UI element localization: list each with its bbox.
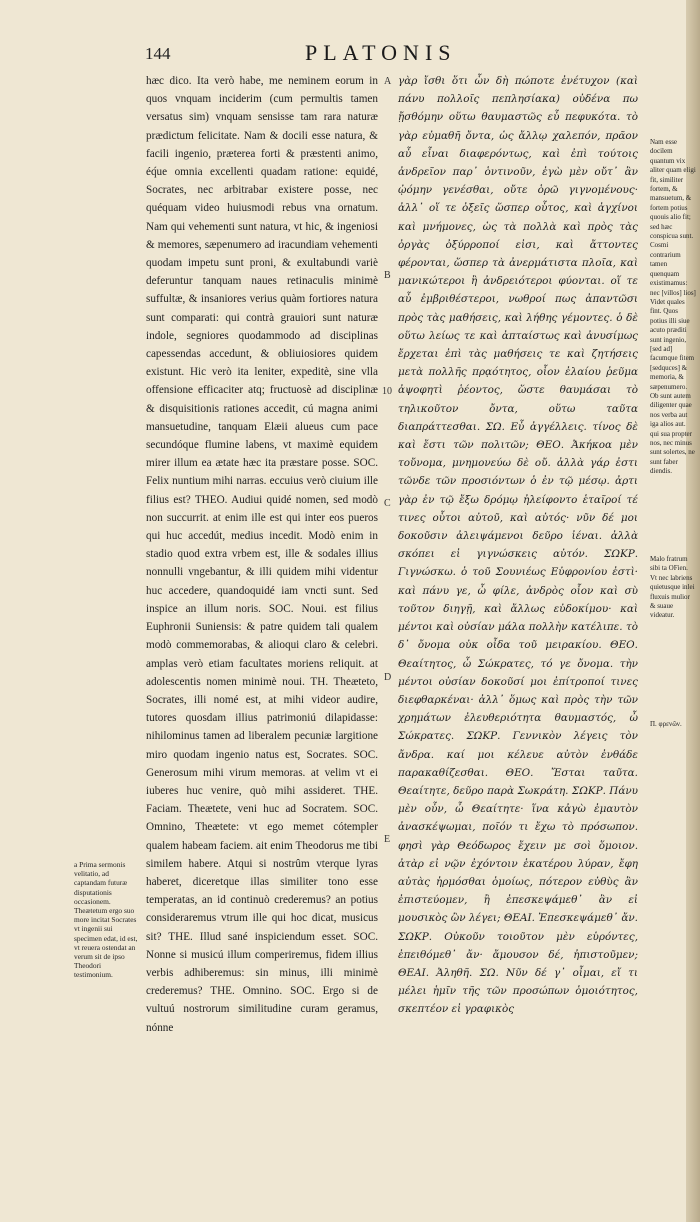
margin-letter-c: C bbox=[384, 498, 391, 509]
margin-letter-b: B bbox=[384, 270, 391, 281]
right-margin-note-low: Π. φρενῶν. bbox=[650, 720, 682, 728]
line-number: 10 bbox=[382, 386, 392, 397]
right-margin-note-top: Nam esse docilem quantum vix aliter quam eligi fit, similiter fortem, & mansuetum, & fortem potius quouis alio fit; sed hæc conspicua sunt. Cosmi contrarium tamen quenquam existimamus: nec [villos] lios] Videt quales fint. Quos potius illi siue acuto præditi sunt ingenio, [sed ad] facumque fitem [sedquces] & memoria, & sæpenumero. Ob sunt autem diligenter quae nos verba aut iga alios aut. qui sua propter nos, nec minus sunt solertes, ne sunt faber diendis. bbox=[650, 138, 696, 476]
margin-letter-a: A bbox=[384, 76, 392, 87]
latin-column bbox=[146, 72, 378, 1037]
margin-letter-e: E bbox=[384, 834, 391, 845]
running-title: PLATONIS bbox=[305, 40, 457, 65]
page-number: 144 bbox=[145, 44, 171, 63]
left-margin-note: a Prima sermonis velitatio, ad captandam futuræ disputationis occasionem. Theætetum ergo suo more incitat Socrates vt ingenii sui specimen edat, id est, vt reuera ostendat an verum sit de ipso Theodori testimonium. bbox=[74, 860, 138, 980]
greek-column bbox=[398, 72, 638, 1019]
latin-text: hæc dico. Ita verò habe, me neminem eorum in quos vnquam inciderim (cum permultis tamen versatus sim) vnquam sensisse tam rara naturæ prædictum felicitate. Nam & docili esse natura, & facili ingenio, præterea forti & præstenti animo, éq́ue omnia excellenti quadam ratione: equidé, Socrates, nec arbitrabar existere posse, nec quéquam video huiusmodi rebus vna ornatum. Nam qui vehementi sunt natura, vt hic, & ingeniosi & memores, sæpenumero ad iracundiam vehementi quodam impetu sunt proni, & exultabundi variè deferuntur tanquam naues retinaculis minimè suffultæ, & insaniores verius quàm fortiores natura sunt comparati: qui contrà grauiori sunt naturæ indole, segniores quodammodo ad disciplinas capessendas accedunt, & obliuiosiores quidem existunt. Hic verò ita leniter, expeditè, sine vlla offensione efficaciter atq; fructuosè ad disciplinæ & disquisitionis rationes accedit, cú magna animi mansuetudine, tanquam Elæii alueus cum pace secundóque flumine labens, vt maximè equidem mirer illum ea ætate hæc ita præstare posse. SOC. Felix nuntium mihi narras. eccuius verò ciuium ille filius est? THEO. Audiui quidé nomen, sed modò non succurrit. at enim ille est qui inter eos pueros qui huc accedút, medius incedit. Modò enim in stadio quod extra vrbem est, ille & sodales illius nonnulli vngebantur, & illi quidem mihi videntur huc accedere, quandoquidé iam vncti sunt. Sed inspice an illum noris. SOC. Noui. est filius Euphronii Suniensis: & patre quidem tali qualem modò commemorabas, & alioqui claro & celebri. amplas verò etiam facultates moriens reliquit. at adolescentis nomen minimè noui. TH. Theætetо, Socrates, illi nomé est, at mihi videor audire, tutores quosdam illius patrimoniú dilapidasse: nihilominus tamen ad liberalem pecuniæ largitione miro quodam ingenio natus est, Socrates. SOC. Generosum mihi virum memoras. at velim vt ei iuberes huc venire, quò mihi assideret. THE. Faciam. Theætete, veni huc ad Socratem. SOC. Omnino, Theætete: vt ego memet cótempler qualem habeam faciem. ait enim Theodorus me tibi similem habere. Atqui si nostrûm vterque lyras haberet, diceretque illas similiter tono esse temperatas, an id continuò crederemus? an potius consideraremus vtrum ille qui hoc dicat, musicus sit? THE. Illud sané inspiciendum esset. SOC. Nonne si musicú illum comperiremus, fidem illius verbis adhiberemus: sin minus, illi minimè crederemus? THE. Omnino. SOC. Ergo si de vultuú nostrorum similitudine curam geramus, nónne bbox=[146, 75, 378, 1034]
right-margin-note-mid: Malo fratrum sibi ta OFien. Vt nec labriens quietusque inlei fluxuis mulior & suaue videatur. bbox=[650, 555, 695, 620]
margin-letter-d: D bbox=[384, 672, 392, 683]
greek-text: γὰρ ἴσθι ὅτι ὧν δὴ πώποτε ἐνέτυχον (καὶ πάνυ πολλοῖς πεπλησίακα) οὐδένα πω ᾔσθόμην οὕτω θαυμαστῶς εὖ πεφυκότα. τὸ γὰρ εὐμαθῆ ὄντα, ὡς ἄλλῳ χαλεπόν, πρᾶον αὖ εἶναι διαφερόντως, καὶ ἐπὶ τούτοις ἀνδρεῖον παρ᾽ ὁντινοῦν, ἐγὼ μὲν οὔτ᾽ ἂν ᾠόμην γενέσθαι, οὔτε ὁρῶ γιγνομένους· ἀλλ᾽ οἵ τε ὀξεῖς ὥσπερ οὗτος, καὶ ἀγχίνοι καὶ μνήμονες, ὡς τὰ πολλὰ καὶ πρὸς τὰς ὀργὰς ὀξύρροποί εἰσι, καὶ ἄττοντες φέρονται, ὥσπερ τὰ ἀνερμάτιστα πλοῖα, καὶ μανικώτεροι ἢ ἀνδρειότεροι φύονται. οἵ τε αὖ ἐμβριθέστεροι, νωθροί πως ἀπαντῶσι πρὸς τὰς μαθήσεις, καὶ λήθης γέμοντες. ὁ δὲ οὕτω λείως τε καὶ ἀπταίστως καὶ ἀνυσίμως ἔρχεται ἐπὶ τὰς μαθήσεις τε καὶ ζητήσεις μετὰ πολλῆς πρᾳότητος, οἷον ἐλαίου ῥεῦμα ἀψοφητὶ ῥέοντος, ὥστε θαυμάσαι τὸ τηλικοῦτον ὄντα, οὕτω ταῦτα διαπράττεσθαι. ΣΩ. Εὖ ἀγγέλλεις. τίνος δὲ καὶ ἔστι τῶν πολιτῶν; ΘΕΟ. Ἀκήκοα μὲν τοὔνομα, μνημονεύω δὲ οὔ. ἀλλὰ γάρ ἐστι τῶνδε τῶν προσιόντων ὁ ἐν τῷ μέσῳ. ἀρτι γὰρ ἐν τῷ ἔξω δρόμῳ ἠλείφοντο ἑταῖροί τέ τινες οὗτοι αὐτοῦ, καὶ αὐτός· νῦν δέ μοι δοκοῦσιν ἀλειψάμενοι δεῦρο ἰέναι. ἀλλὰ σκόπει εἰ γιγνώσκεις αὐτόν. ΣΩΚΡ. Γιγνώσκω. ὁ τοῦ Σουνιέως Εὐφρονίου ἐστὶ· καὶ πάνυ γε, ὦ φίλε, ἀνδρὸς οἷον καὶ σὺ τοῦτον διηγῇ, καὶ ἄλλως εὐδοκίμου· καὶ μέντοι καὶ οὐσίαν μάλα πολλὴν κατέλιπε. τὸ δ᾽ ὄνομα οὐκ οἶδα τοῦ μειρακίου. ΘΕΟ. Θεαίτητος, ὦ Σώκρατες, τό γε ὄνομα. τὴν μέντοι οὐσίαν δοκοῦσί μοι ἐπίτροποί τινες διεφθαρκέναι· ἀλλ᾽ ὅμως καὶ πρὸς τὴν τῶν χρημάτων ἐλευθεριότητα θαυμαστός, ὦ Σώκρατες. ΣΩΚΡ. Γεννικὸν λέγεις τὸν ἄνδρα. καί μοι κέλευε αὐτὸν ἐνθάδε παρακαθίζεσθαι. ΘΕΟ. Ἔσται ταῦτα. Θεαίτητε, δεῦρο παρὰ Σωκράτη. ΣΩΚΡ. Πάνυ μὲν οὖν, ὦ Θεαίτητε· ἵνα κἀγὼ ἐμαυτὸν ἀνασκέψωμαι, ποῖόν τι ἔχω τὸ πρόσωπον. φησὶ γὰρ Θεόδωρος ἔχειν με σοὶ ὅμοιον. ἀτὰρ εἰ νῷν ἐχόντοιν ἑκατέρου λύραν, ἔφη αὐτὰς ἡρμόσθαι ὁμοίως, πότερον εὐθὺς ἂν ἐπιστεύομεν, ἢ ἐπεσκεψάμεθ᾽ ἂν εἰ μουσικὸς ὢν λέγει; ΘΕΑΙ. Ἐπεσκεψάμεθ᾽ ἄν. ΣΩΚΡ. Οὐκοῦν τοιοῦτον μὲν εὑρόντες, ἐπειθόμεθ᾽ ἄν· ἄμουσον δέ, ἠπιστοῦμεν; ΘΕΑΙ. Ἀληθῆ. ΣΩ. Νῦν δέ γ᾽ οἶμαι, εἴ τι μέλει ἡμῖν τῆς τῶν προσώπων ὁμοιότητος, σκεπτέον εἰ γραφικὸς bbox=[398, 75, 638, 1016]
